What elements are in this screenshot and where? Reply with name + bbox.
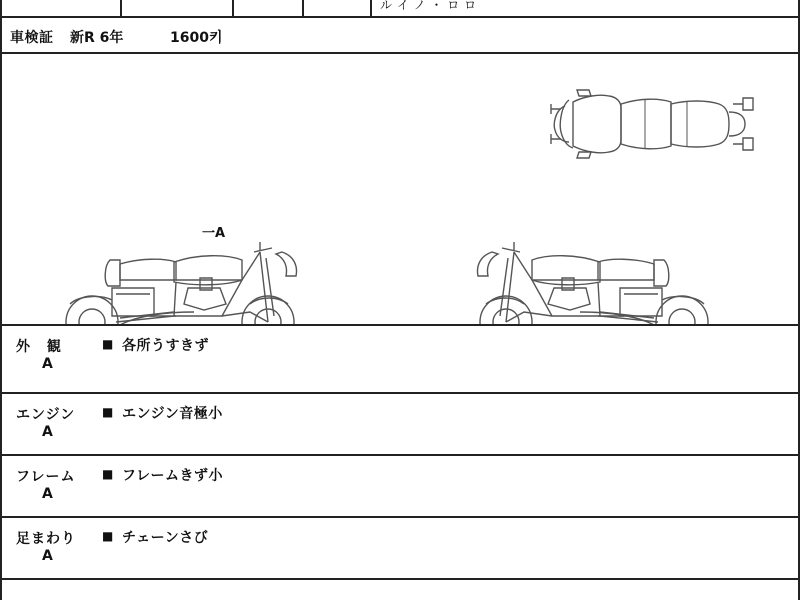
shaken-value-year: 新R 6年 (70, 30, 124, 46)
condition-row-suspension (2, 518, 798, 580)
shaken-value-mileage: 1600키 (170, 30, 223, 46)
condition-row-engine (2, 394, 798, 456)
condition-grade: A (42, 356, 53, 372)
grid-divider (370, 0, 372, 16)
condition-category: フレーム (16, 469, 76, 485)
bullet-icon: ■ (102, 337, 114, 351)
condition-note: チェーンさび (122, 530, 209, 546)
condition-grade: A (42, 424, 53, 440)
top-partial-row (2, 0, 798, 18)
condition-note: 各所うすきず (122, 338, 209, 354)
top-clipped-text: ル イ ノ ・ ロ ロ (380, 0, 477, 12)
shaken-label: 車検証 (10, 30, 54, 46)
motorcycle-left-side-view (54, 212, 304, 326)
grid-divider (232, 0, 234, 16)
condition-note: エンジン音極小 (122, 406, 223, 422)
bullet-icon: ■ (102, 405, 114, 419)
shaken-row (2, 18, 798, 54)
condition-grade: A (42, 548, 53, 564)
motorcycle-top-view (547, 84, 757, 164)
bullet-icon: ■ (102, 529, 114, 543)
condition-category: エンジン (16, 407, 76, 423)
condition-category: 外 観 (16, 339, 67, 355)
bullet-icon: ■ (102, 467, 114, 481)
motorcycle-right-side-view (470, 212, 720, 326)
condition-category: 足まわり (16, 531, 76, 547)
vehicle-diagram-area (2, 54, 798, 326)
condition-grade: A (42, 486, 53, 502)
condition-row-frame (2, 456, 798, 518)
grid-divider (120, 0, 122, 16)
condition-note: フレームきず小 (122, 468, 223, 484)
grid-divider (302, 0, 304, 16)
damage-mark: 一A (202, 226, 226, 241)
condition-row-exterior (2, 326, 798, 394)
